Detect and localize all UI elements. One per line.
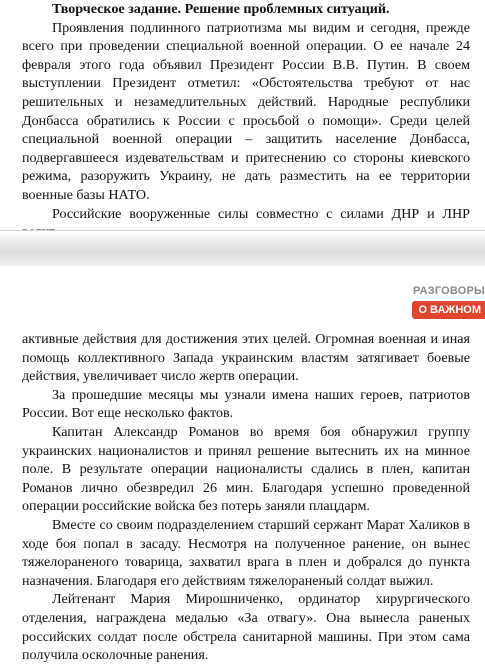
top-page bbox=[0, 0, 485, 230]
logo-line-2: О ВАЖНОМ bbox=[412, 301, 485, 319]
top-page-text bbox=[22, 0, 470, 242]
paragraph: Лейтенант Мария Мирошниченко, ординатор хирургического отделения, награждена медалью «За отвагу». Она вынесла раненых российских солдат после обстрела санитарной машины. При этом сама получила осколочные ранения. bbox=[22, 591, 470, 664]
paragraph: Российские вооруженные силы совместно с силами ДНР и ЛНР bbox=[52, 205, 470, 222]
paragraph: Капитан Александр Романов во время боя обнаружил группу украинских националистов и принял решение вытеснить их на минное поле. В результате операции националисты сдались в плен, капитан Романов лично обезвредил 26 мин. Благодаря успешно проведенной операции российские войска без потерь заняли плацдарм. bbox=[22, 423, 470, 515]
razgovory-logo bbox=[413, 285, 485, 325]
logo-line-1: РАЗГОВОРЫ bbox=[413, 285, 485, 297]
bottom-page-text bbox=[22, 330, 470, 665]
paragraph: активные действия для достижения этих целей. Огромная военная и иная помощь коллективного Запада украинским властям затягивает боевые действия, увеличивает число жертв операции. bbox=[22, 331, 470, 385]
paragraph: За прошедшие месяцы мы узнали имена наших героев, патриотов России. Вот еще несколько фактов. bbox=[22, 386, 470, 422]
paragraph: Проявления подлинного патриотизма мы видим и сегодня, прежде всего при проведении специальной военной операции. О ее начале 24 февраля этого года объявил Президент России В.В. Путин. В своем выступлении Президент отметил: «Обстоятельства требуют от нас решительных и незамедлительных действий. Народные республики Донбасса обратились к России с просьбой о помощи». Среди целей специальной военной операции – защитить население Донбасса, подвергавшееся издевательствам и притеснению со стороны киевского режима, разоружить Украину, не дать разместить на ее территории военные базы НАТО. bbox=[22, 19, 470, 203]
paragraph: Вместе со своим подразделением старший сержант Марат Халиков в ходе боя попал в засаду. Несмотря на полученное ранение, он вынес тяжелораненого товарица, захватил врага в плен и добрался до пункта назначения. Благодаря его действиям тяжелораненый солдат выжил. bbox=[22, 516, 470, 589]
bottom-page bbox=[0, 266, 485, 664]
assignment-heading: Творческое задание. Решение проблемных ситуаций. bbox=[52, 1, 390, 17]
page-gap bbox=[0, 230, 485, 267]
